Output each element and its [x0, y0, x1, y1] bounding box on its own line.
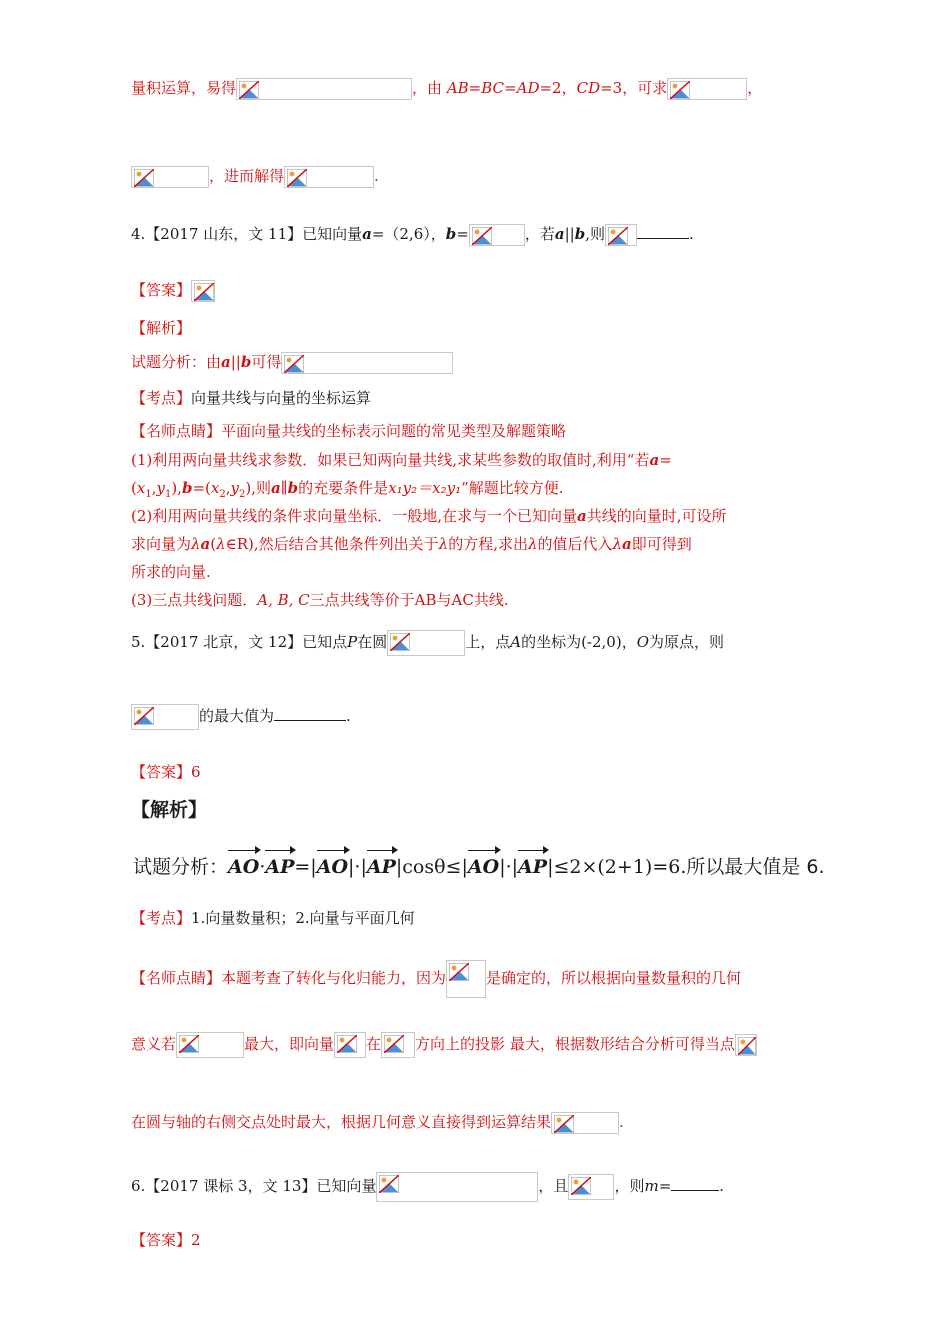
image-placeholder-icon	[449, 963, 469, 981]
tip-para-5: 所求的向量.	[131, 563, 211, 581]
image-placeholder-icon	[337, 1035, 357, 1053]
tip-heading-4: 【名师点睛】平面向量共线的坐标表示问题的常见类型及解题策略	[131, 422, 567, 440]
knowledge-point-4: 【考点】向量共线与向量的坐标运算	[131, 389, 372, 407]
solution-line-2: ，进而解得 .	[131, 164, 840, 188]
image-placeholder-icon	[571, 1177, 591, 1195]
image-placeholder-icon	[472, 227, 492, 245]
image-placeholder-icon	[134, 707, 154, 725]
formula-image	[469, 224, 525, 246]
image-placeholder-icon	[738, 1037, 756, 1055]
answer-blank	[274, 704, 346, 721]
answer-5: 【答案】6	[131, 763, 201, 781]
knowledge-point-5: 【考点】1.向量数量积；2.向量与平面几何	[131, 909, 415, 927]
image-placeholder-icon	[194, 283, 214, 301]
formula-image	[667, 78, 747, 100]
formula-image	[334, 1032, 366, 1058]
formula-image	[446, 960, 486, 998]
image-placeholder-icon	[554, 1115, 574, 1133]
answer-6: 【答案】2	[131, 1231, 201, 1249]
tip-para-2: $(x_1,y_1),b=(x_2,y_2)$,则a∥b的充要条件是x₁y₂＝x₂y₁”解题比较方便.	[131, 479, 564, 500]
question-5: 5.【2017 北京，文 12】已知点P在圆 上，点A的坐标为(-2,0)，O为原点，则	[131, 630, 840, 656]
tip-para-6: (3)三点共线问题．A, B, C三点共线等价于AB与AC共线.	[131, 591, 509, 609]
analysis-heading-4: 【解析】	[131, 319, 192, 337]
formula-image	[376, 1172, 538, 1202]
image-placeholder-icon	[608, 227, 628, 245]
image-placeholder-icon	[670, 81, 690, 99]
formula-image	[176, 1032, 244, 1058]
image-placeholder-icon	[287, 169, 307, 187]
analysis-4: 试题分析：由a||b可得	[131, 350, 840, 374]
formula-image	[131, 704, 199, 730]
image-placeholder-icon	[384, 1035, 404, 1053]
image-placeholder-icon	[179, 1035, 199, 1053]
image-placeholder-icon	[134, 169, 154, 187]
solution-line-1: 量积运算，易得 ，由 AB=BC=AD=2，CD=3，可求 ，	[131, 76, 840, 100]
answer-4: 【答案】	[131, 278, 840, 302]
formula-image	[381, 1032, 415, 1058]
formula-image	[284, 166, 374, 188]
formula-image	[387, 630, 465, 656]
analysis-heading-5: 【解析】	[131, 799, 208, 821]
question-5-cont: 的最大值为 .	[131, 704, 840, 730]
answer-blank	[671, 1174, 719, 1191]
analysis-5-formula: 试题分析：AO·AP=|AO|·|AP|cosθ≤|AO|·|AP|≤2×(2+1)=6.所以最大值是 6.	[133, 852, 840, 882]
tip-para-1: (1)利用两向量共线求参数．如果已知两向量共线,求某些参数的取值时,利用“若a=	[131, 451, 672, 469]
image-placeholder-icon	[390, 633, 410, 651]
answer-blank	[637, 222, 689, 239]
formula-image	[131, 166, 209, 188]
formula-image	[191, 280, 215, 302]
image-placeholder-icon	[379, 1175, 399, 1193]
question-6: 6.【2017 课标 3，文 13】已知向量 ，且 ，则m= .	[131, 1172, 840, 1202]
tip-5-line-3: 在圆与轴的右侧交点处时最大，根据几何意义直接得到运算结果 .	[131, 1110, 840, 1134]
image-placeholder-icon	[284, 355, 304, 373]
image-placeholder-icon	[239, 81, 259, 99]
formula-image	[281, 352, 453, 374]
formula-image	[236, 78, 412, 100]
tip-para-4: 求向量为λa(λ∈R),然后结合其他条件列出关于λ的方程,求出λ的值后代入λa即可得到	[131, 535, 692, 553]
formula-image	[735, 1034, 757, 1056]
tip-5-line-1: 【名师点睛】本题考查了转化与化归能力，因为 是确定的，所以根据向量数量积的几何	[131, 960, 840, 998]
question-4: 4.【2017 山东，文 11】已知向量a=（2,6），b= ，若a||b,则 .	[131, 222, 840, 246]
formula-image	[605, 224, 637, 246]
tip-5-line-2: 意义若 最大，即向量 在 方向上的投影 最大，根据数形结合分析可得当点	[131, 1032, 840, 1058]
formula-image	[568, 1174, 614, 1200]
tip-para-3: (2)利用两向量共线的条件求向量坐标．一般地,在求与一个已知向量a共线的向量时,可设所	[131, 507, 727, 525]
formula-image	[551, 1112, 619, 1134]
